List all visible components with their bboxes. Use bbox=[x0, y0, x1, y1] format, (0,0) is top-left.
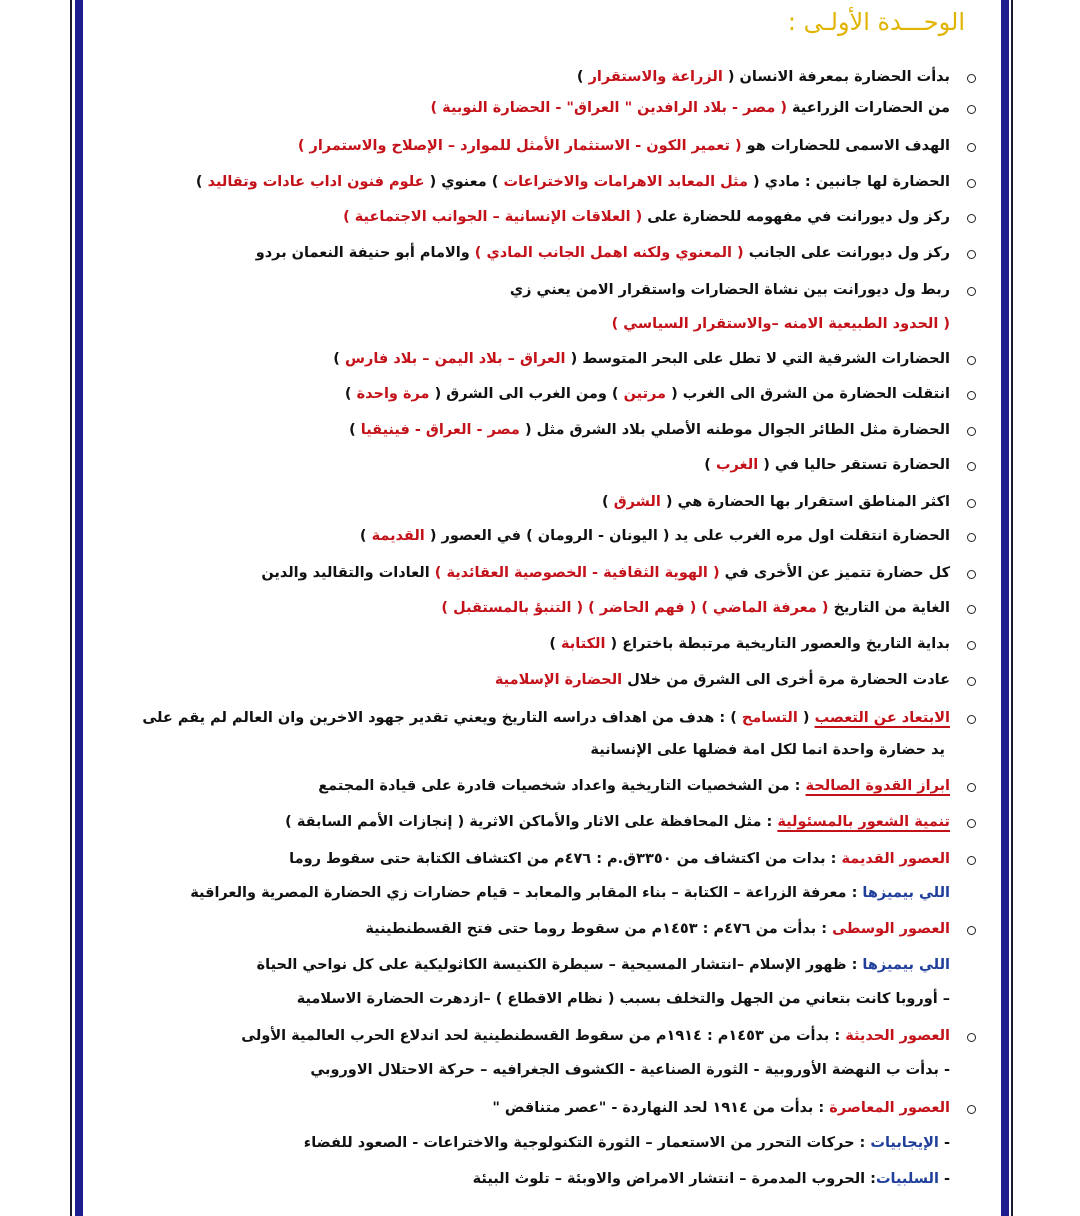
body-text: – أوروبا كانت بتعاني من الجهل والتخلف بسبب ( نظام الاقطاع ) –ازدهرت الحضارة الاسلامية bbox=[296, 991, 950, 1007]
body-text: : ظهور الإسلام –انتشار المسيحية – سيطرة الكنيسة الكاثوليكية على كل نواحي الحياة bbox=[256, 957, 863, 973]
body-text: - bbox=[938, 1135, 950, 1151]
body-text: - bbox=[938, 1171, 950, 1187]
note-line bbox=[333, 342, 950, 376]
highlight-text: ( المعنوي ولكنه اهمل الجانب المادي ) bbox=[474, 245, 744, 261]
body-text: ركز ول ديورانت في مفهومه للحضارة على bbox=[642, 209, 950, 225]
highlight-text: التسامح bbox=[741, 710, 798, 726]
body-text: : حركات التحرر من الاستعمار – الثورة التكنولوجية والاختراعات - الصعود للفضاء bbox=[303, 1135, 871, 1151]
note-line bbox=[549, 627, 950, 661]
note-line bbox=[360, 519, 950, 553]
circle-bullet-icon bbox=[967, 926, 976, 935]
page-border-left-inner bbox=[75, 0, 83, 1216]
highlight-text: تنمية الشعور بالمسئولية bbox=[777, 814, 950, 830]
circle-bullet-icon bbox=[967, 783, 976, 792]
highlight-text: مرتين bbox=[623, 386, 667, 402]
highlight-text: الحضارة الإسلامية bbox=[494, 672, 623, 688]
body-text: العادات والتقاليد والدين bbox=[261, 565, 435, 581]
note-line bbox=[349, 413, 950, 447]
highlight-text: ( تعمير الكون - الاستثمار الأمثل للموارد – الإصلاح والاستمرار ) bbox=[297, 138, 742, 154]
highlight-text: العصور الوسطى bbox=[832, 921, 950, 937]
body-text: الهدف الاسمى للحضارات هو bbox=[741, 138, 950, 154]
page-border-right-outer bbox=[1011, 0, 1013, 1216]
body-text: والامام أبو حنيفة النعمان بردو bbox=[255, 245, 475, 261]
highlight-text: الزراعة والاستقرار bbox=[588, 69, 723, 85]
body-text: : بدأت من ١٩١٤ لحد النهاردة - "عصر متناقض " bbox=[492, 1100, 830, 1116]
body-text: : من الشخصيات التاريخية واعداد شخصيات قادرة على قيادة المجتمع bbox=[318, 778, 806, 794]
note-line bbox=[577, 60, 950, 94]
highlight-text: الكتابة bbox=[561, 636, 606, 652]
body-text: ركز ول ديورانت على الجانب bbox=[743, 245, 950, 261]
page-border-right-inner bbox=[1001, 0, 1009, 1216]
body-text: : الحروب المدمرة – انتشار الامراض والاوبئة – تلوث البيئة bbox=[472, 1171, 876, 1187]
circle-bullet-icon bbox=[967, 1033, 976, 1042]
note-line bbox=[261, 556, 950, 590]
note-line bbox=[602, 485, 950, 519]
note-line bbox=[289, 842, 950, 876]
circle-bullet-icon bbox=[967, 427, 976, 436]
circle-bullet-icon bbox=[967, 105, 976, 114]
highlight-text: مثل المعابد الاهرامات والاختراعات bbox=[503, 174, 748, 190]
note-line bbox=[343, 200, 950, 234]
highlight-text: الغرب bbox=[715, 457, 759, 473]
label-text: اللي بيميزها bbox=[862, 885, 950, 901]
highlight-text: ( الهوية الثقافية - الخصوصية العقائدية ) bbox=[434, 565, 720, 581]
circle-bullet-icon bbox=[967, 391, 976, 400]
note-line bbox=[196, 165, 950, 199]
highlight-text: العراق – بلاد اليمن – بلاد فارس bbox=[344, 351, 566, 367]
circle-bullet-icon bbox=[967, 74, 976, 83]
highlight-text: ابراز القدوة الصالحة bbox=[805, 778, 950, 794]
body-text: الحضارة تستقر حاليا في ( bbox=[758, 457, 950, 473]
body-text: ) bbox=[549, 636, 562, 652]
body-text: ) bbox=[576, 69, 589, 85]
note-line bbox=[257, 948, 950, 982]
circle-bullet-icon bbox=[967, 1105, 976, 1114]
body-text: ) bbox=[349, 422, 361, 438]
note-line bbox=[190, 876, 950, 910]
body-text: انتقلت الحضارة من الشرق الى الغرب ( bbox=[666, 386, 950, 402]
highlight-text: ( معرفة الماضي ) ( فهم الحاضر ) ( التنبؤ بالمستقبل ) bbox=[441, 600, 829, 616]
highlight-text: القديمة bbox=[371, 528, 425, 544]
circle-bullet-icon bbox=[967, 856, 976, 865]
body-text: ) bbox=[333, 351, 345, 367]
body-text: اكثر المناطق استقرار بها الحضارة هي ( bbox=[660, 494, 950, 510]
body-text: بدأت الحضارة بمعرفة الانسان ( bbox=[722, 69, 950, 85]
note-line bbox=[256, 236, 950, 270]
circle-bullet-icon bbox=[967, 819, 976, 828]
body-text: ربط ول ديورانت بين نشاة الحضارات واستقرار الامن يعني زي bbox=[509, 282, 950, 298]
label-text: الإيجابيات bbox=[870, 1135, 939, 1151]
circle-bullet-icon bbox=[967, 214, 976, 223]
body-text: ( bbox=[797, 710, 815, 726]
highlight-text: ( مصر - بلاد الرافدين " العراق" - الحضارة النوبية ) bbox=[430, 100, 787, 116]
body-text: ) : هدف من اهداف دراسه التاريخ ويعني تقدير جهود الاخرين وان العالم لم يقم على bbox=[142, 710, 742, 726]
note-line bbox=[704, 448, 950, 482]
highlight-text: مصر - العراق - فينيقيا bbox=[360, 422, 520, 438]
circle-bullet-icon bbox=[967, 677, 976, 686]
highlight-text: الشرق bbox=[613, 494, 661, 510]
body-text: ) bbox=[602, 494, 614, 510]
highlight-text: العصور المعاصرة bbox=[829, 1100, 950, 1116]
note-line bbox=[510, 273, 950, 307]
body-text: الحضارة انتقلت اول مره الغرب على يد ( اليونان - الرومان ) في العصور ( bbox=[424, 528, 950, 544]
note-line bbox=[473, 1162, 950, 1196]
highlight-text: مرة واحدة bbox=[356, 386, 430, 402]
unit-title: الوحـــدة الأولـى : bbox=[787, 8, 965, 36]
body-text: ) bbox=[344, 386, 357, 402]
body-text: الحضارة لها جانبين : مادي ( bbox=[747, 174, 950, 190]
note-line bbox=[495, 663, 950, 697]
body-text: : بدأت من ٤٧٦م : ١٤٥٣م من سقوط روما حتى فتح القسطنطينية bbox=[365, 921, 833, 937]
body-text: الحضارات الشرقية التي لا تطل على البحر المتوسط ( bbox=[565, 351, 950, 367]
body-text: من الحضارات الزراعية bbox=[786, 100, 950, 116]
circle-bullet-icon bbox=[967, 605, 976, 614]
note-line bbox=[297, 982, 950, 1016]
body-text: : مثل المحافظة على الاثار والأماكن الاثرية ( إنجازات الأمم السابقة ) bbox=[285, 814, 778, 830]
body-text: - بدأت ب النهضة الأوروبية - الثورة الصناعية - الكشوف الجغرافيه – حركة الاحتلال الاوروبي bbox=[310, 1062, 950, 1078]
body-text: الحضارة مثل الطائر الجوال موطنه الأصلي بلاد الشرق مثل ( bbox=[519, 422, 950, 438]
circle-bullet-icon bbox=[967, 462, 976, 471]
circle-bullet-icon bbox=[967, 641, 976, 650]
body-text: ) bbox=[195, 174, 208, 190]
highlight-text: ( الحدود الطبيعية الامنه –والاستقرار السياسي ) bbox=[611, 316, 950, 332]
circle-bullet-icon bbox=[967, 179, 976, 188]
highlight-text: العصور القديمة bbox=[841, 851, 950, 867]
note-line bbox=[365, 912, 950, 946]
highlight-text: علوم فنون اداب عادات وتقاليد bbox=[207, 174, 425, 190]
circle-bullet-icon bbox=[967, 533, 976, 542]
circle-bullet-icon bbox=[967, 499, 976, 508]
body-text: ) bbox=[704, 457, 716, 473]
note-line bbox=[285, 805, 950, 839]
highlight-text: ( العلاقات الإنسانية – الجوانب الاجتماعية ) bbox=[343, 209, 643, 225]
body-text: ) bbox=[359, 528, 372, 544]
circle-bullet-icon bbox=[967, 143, 976, 152]
body-text: : بدأت من ١٤٥٣م : ١٩١٤م من سقوط القسطنطينية لحد اندلاع الحرب العالمية الأولى bbox=[241, 1028, 846, 1044]
note-line bbox=[318, 769, 950, 803]
note-line bbox=[431, 91, 951, 125]
body-text: ) ومن الغرب الى الشرق ( bbox=[429, 386, 624, 402]
note-line bbox=[142, 701, 950, 735]
circle-bullet-icon bbox=[967, 287, 976, 296]
body-text: كل حضارة تتميز عن الأخرى في bbox=[719, 565, 950, 581]
highlight-text: العصور الحديثة bbox=[845, 1028, 950, 1044]
highlight-text: الابتعاد عن التعصب bbox=[814, 710, 950, 726]
body-text: يد حضارة واحدة انما لكل امة فضلها على الإنسانية bbox=[590, 742, 945, 758]
note-line bbox=[304, 1126, 950, 1160]
circle-bullet-icon bbox=[967, 356, 976, 365]
note-line bbox=[441, 591, 950, 625]
body-text: بداية التاريخ والعصور التاريخية مرتبطة باختراع ( bbox=[605, 636, 950, 652]
note-line bbox=[241, 1019, 950, 1053]
page-border-left-outer bbox=[70, 0, 72, 1216]
label-text: السلبيات bbox=[875, 1171, 939, 1187]
note-line bbox=[310, 1053, 950, 1087]
circle-bullet-icon bbox=[967, 715, 976, 724]
body-text: عادت الحضارة مرة أخرى الى الشرق من خلال bbox=[622, 672, 950, 688]
body-text: ) معنوي ( bbox=[424, 174, 504, 190]
label-text: اللي بيميزها bbox=[862, 957, 950, 973]
circle-bullet-icon bbox=[967, 250, 976, 259]
note-line bbox=[298, 129, 950, 163]
body-text: الغاية من التاريخ bbox=[828, 600, 950, 616]
note-line bbox=[492, 1091, 950, 1125]
note-line bbox=[612, 307, 950, 341]
circle-bullet-icon bbox=[967, 570, 976, 579]
body-text: : بدات من اكتشاف من ٣٣٥٠ق.م : ٤٧٦م من اكتشاف الكتابة حتى سقوط روما bbox=[289, 851, 842, 867]
body-text: : معرفة الزراعة – الكتابة – بناء المقابر والمعابد – قيام حضارات زي الحضارة المصرية والعراقية bbox=[190, 885, 863, 901]
note-line bbox=[345, 377, 950, 411]
note-line bbox=[590, 733, 945, 767]
